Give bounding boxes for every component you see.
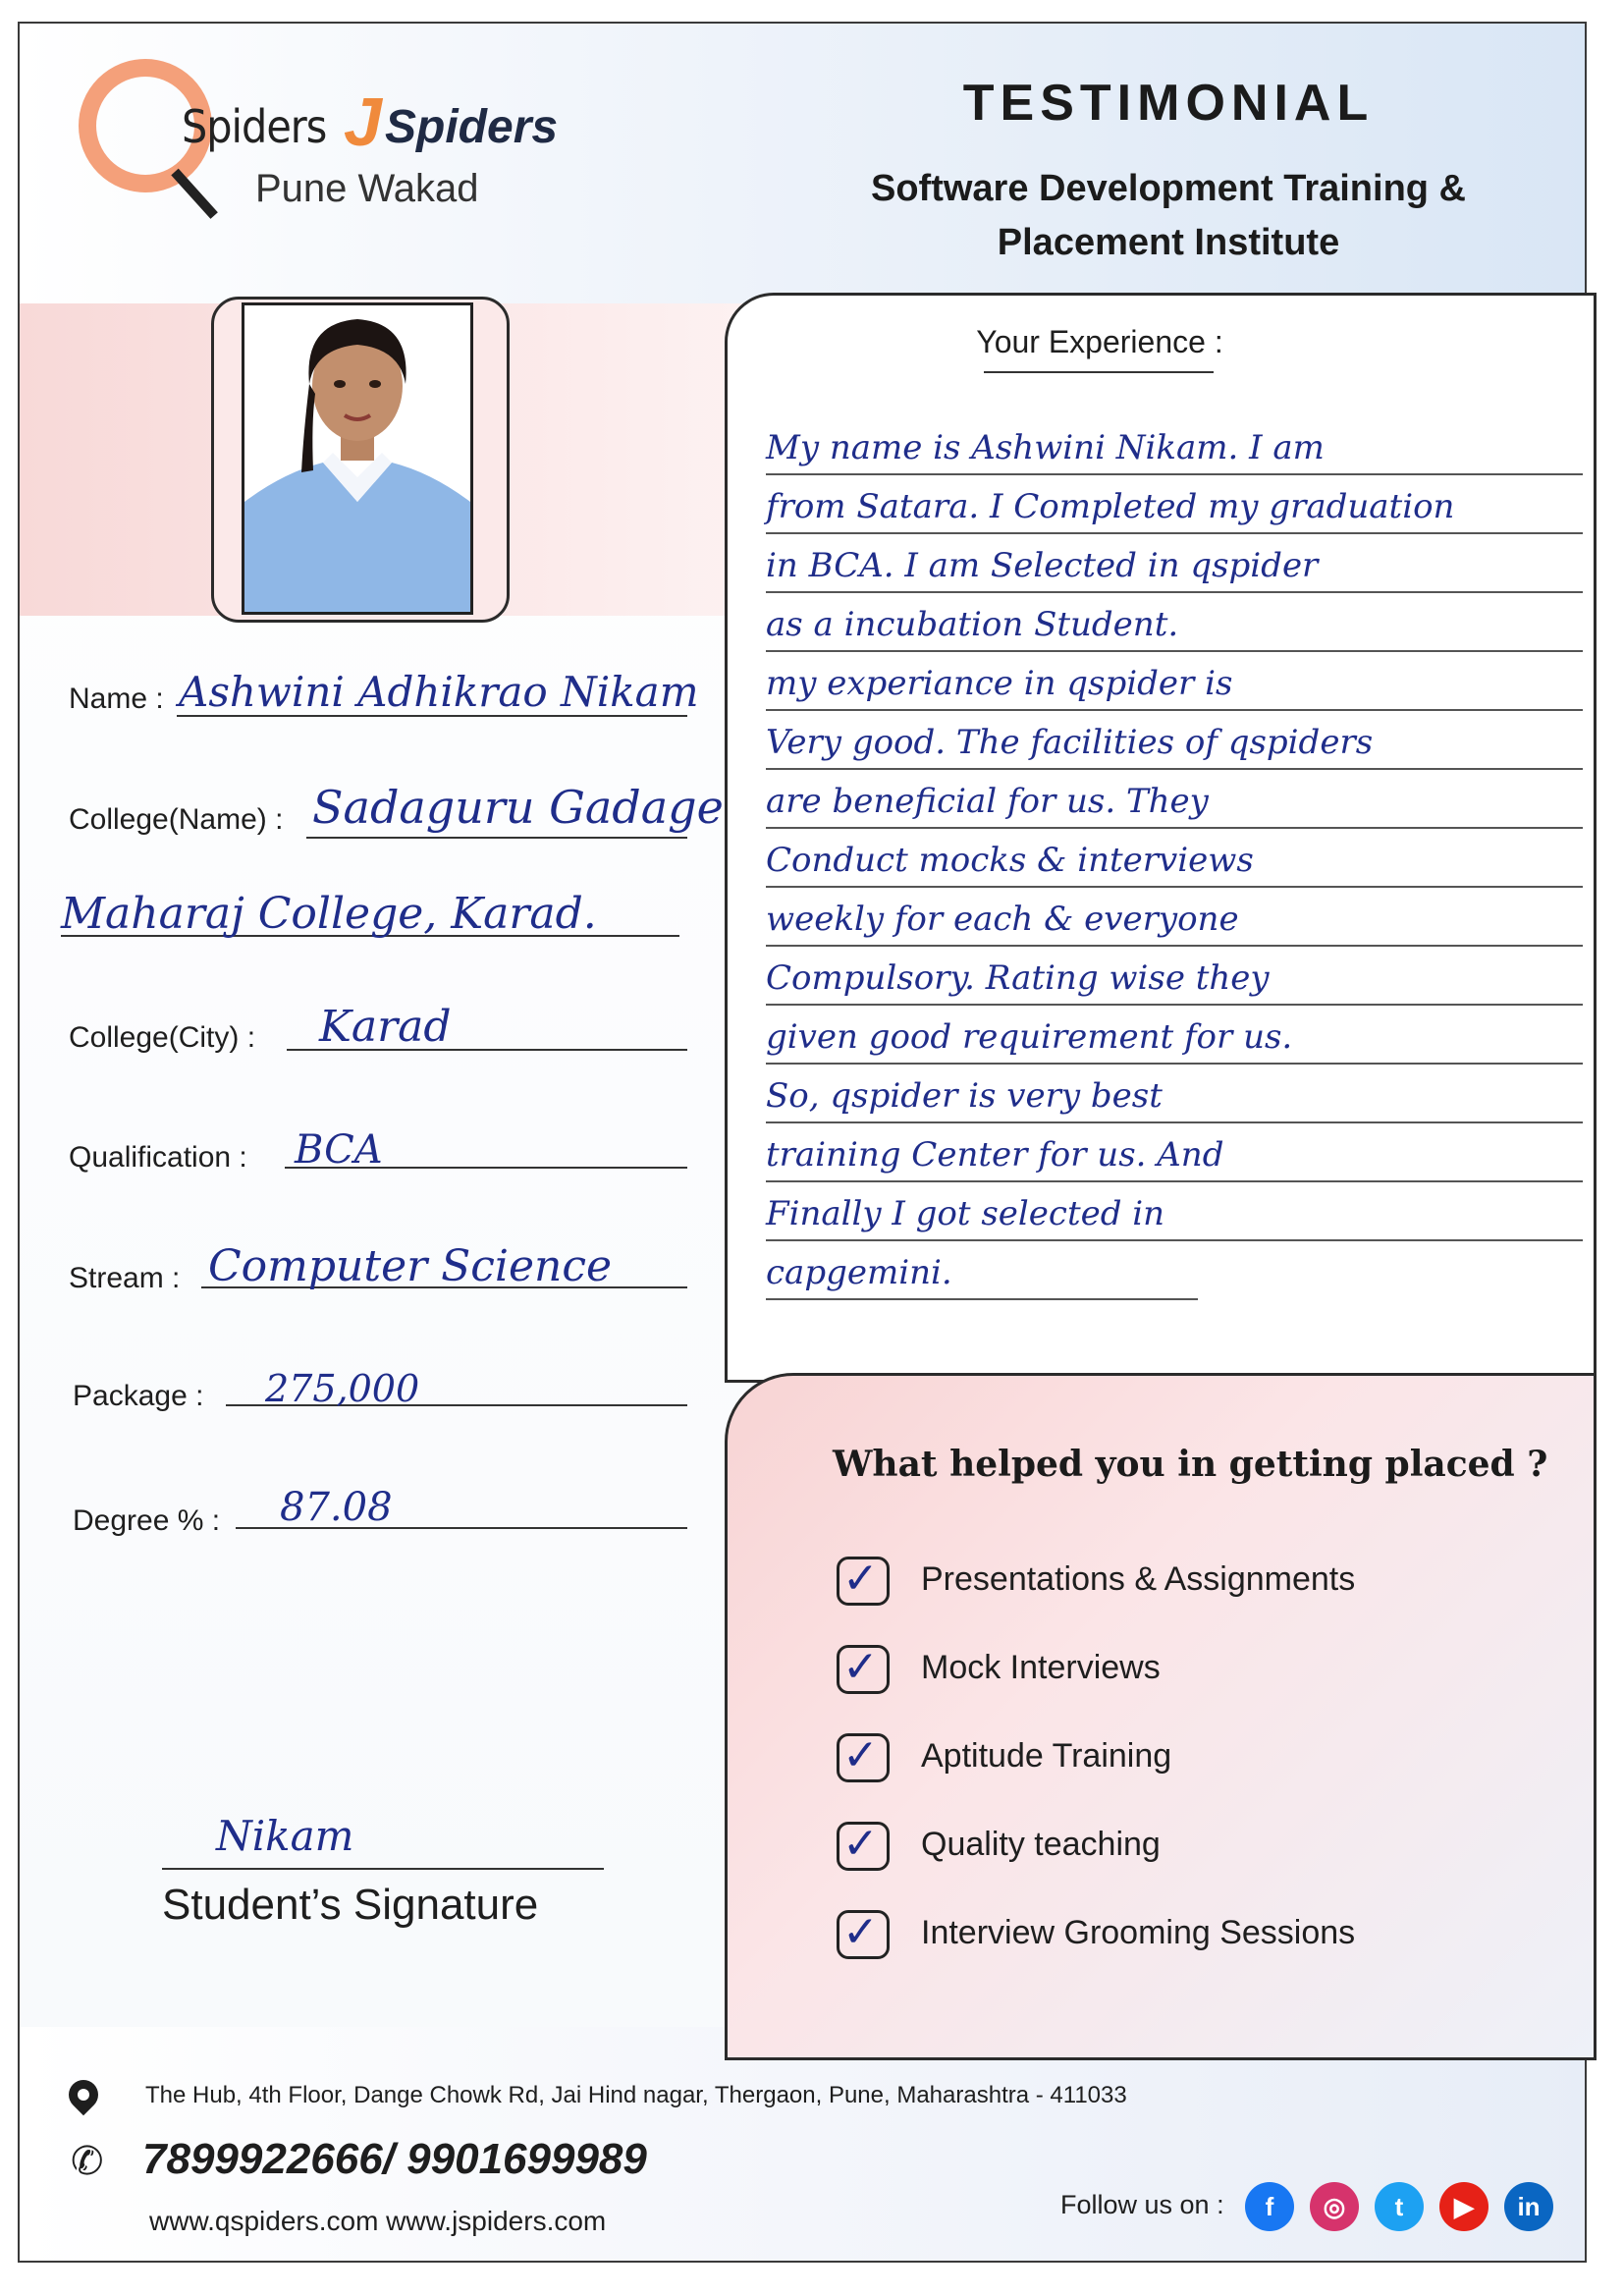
qspiders-wordmark: Spiders: [182, 100, 327, 153]
phone-numbers: 7899922666/ 9901699989: [142, 2135, 647, 2183]
student-photo: [242, 302, 473, 615]
instagram-icon[interactable]: ◎: [1310, 2182, 1359, 2231]
page-subtitle: [776, 162, 1561, 270]
experience-title-underline: [984, 371, 1214, 373]
checkmark-icon: ✓: [842, 1642, 879, 1692]
experience-line-text: weekly for each & everyone: [766, 900, 1239, 939]
checkmark-icon: ✓: [842, 1907, 879, 1957]
college-name-label: College(Name) :: [69, 803, 284, 836]
experience-line-text: given good requirement for us.: [766, 1017, 1293, 1057]
q-logo-tail: [171, 169, 218, 219]
experience-line-text: my experiance in qspider is: [766, 664, 1233, 703]
youtube-icon[interactable]: ▶: [1439, 2182, 1489, 2231]
experience-line-text: Very good. The facilities of qspiders: [766, 723, 1374, 762]
experience-line-text: as a incubation Student.: [766, 605, 1179, 644]
package-label: Package :: [73, 1380, 204, 1412]
checkbox-label: Quality teaching: [921, 1826, 1161, 1863]
checkbox-label: Presentations & Assignments: [921, 1560, 1356, 1598]
qualification-value: BCA: [295, 1127, 383, 1173]
page-title: TESTIMONIAL: [962, 75, 1375, 132]
j-letter: J: [344, 83, 382, 160]
qualification-label: Qualification :: [69, 1141, 247, 1174]
checkmark-icon: ✓: [842, 1554, 879, 1604]
package-value: 275,000: [265, 1367, 420, 1410]
checkmark-icon: ✓: [842, 1730, 879, 1780]
checkmark-icon: ✓: [842, 1819, 879, 1869]
placement-help-title: What helped you in getting placed ?: [833, 1444, 1548, 1485]
checkbox[interactable]: [837, 1907, 890, 1959]
college-city-value: Karad: [319, 1002, 452, 1052]
experience-line-text: My name is Ashwini Nikam. I am: [766, 428, 1325, 467]
experience-line-text: are beneficial for us. They: [766, 782, 1209, 821]
experience-line-text: training Center for us. And: [766, 1135, 1224, 1175]
qspiders-jspiders-logo: [59, 39, 609, 226]
checkbox[interactable]: [837, 1819, 890, 1871]
experience-title: Your Experience :: [976, 324, 1223, 359]
checkbox[interactable]: [837, 1642, 890, 1694]
checkbox[interactable]: [837, 1554, 890, 1606]
college-name-value-1: Sadaguru Gadage: [312, 781, 724, 834]
name-value: Ashwini Adhikrao Nikam: [179, 668, 699, 716]
experience-line-text: So, qspider is very best: [766, 1076, 1163, 1116]
phone-icon: ✆: [71, 2139, 104, 2184]
experience-line-text: Compulsory. Rating wise they: [766, 958, 1270, 998]
address: The Hub, 4th Floor, Dange Chowk Rd, Jai Hind nagar, Thergaon, Pune, Maharashtra - 411033: [145, 2082, 1127, 2108]
twitter-icon[interactable]: t: [1375, 2182, 1424, 2231]
checkbox-label: Aptitude Training: [921, 1737, 1172, 1775]
degree-label: Degree % :: [73, 1504, 221, 1537]
experience-line-text: Conduct mocks & interviews: [766, 841, 1254, 880]
signature-label: Student’s Signature: [162, 1881, 539, 1929]
checkbox-label: Interview Grooming Sessions: [921, 1914, 1356, 1951]
experience-line-text: in BCA. I am Selected in qspider: [766, 546, 1319, 585]
student-portrait-icon: [244, 305, 470, 612]
jspiders-wordmark: Spiders: [385, 101, 559, 153]
stream-label: Stream :: [69, 1262, 181, 1294]
signature-line: [162, 1868, 604, 1870]
checkbox-label: Mock Interviews: [921, 1649, 1161, 1686]
subtitle-line-2: Placement Institute: [997, 222, 1340, 263]
linkedin-icon[interactable]: in: [1504, 2182, 1553, 2231]
degree-value: 87.08: [280, 1485, 393, 1530]
websites: www.qspiders.com www.jspiders.com: [149, 2206, 607, 2236]
stream-value: Computer Science: [208, 1241, 613, 1291]
experience-line-text: capgemini.: [766, 1253, 952, 1292]
checkbox[interactable]: [837, 1730, 890, 1782]
experience-line-text: Finally I got selected in: [766, 1194, 1165, 1233]
college-city-label: College(City) :: [69, 1021, 256, 1054]
subtitle-line-1: Software Development Training &: [871, 168, 1466, 209]
follow-label: Follow us on :: [1060, 2190, 1224, 2219]
experience-line-text: from Satara. I Completed my graduation: [766, 487, 1455, 526]
college-name-value-2: Maharaj College, Karad.: [61, 889, 597, 939]
branch-name: Pune Wakad: [255, 167, 479, 210]
student-signature-scribble: Nikam: [216, 1812, 354, 1860]
facebook-icon[interactable]: f: [1245, 2182, 1294, 2231]
name-label: Name :: [69, 683, 164, 715]
college-name-line: [306, 837, 687, 839]
